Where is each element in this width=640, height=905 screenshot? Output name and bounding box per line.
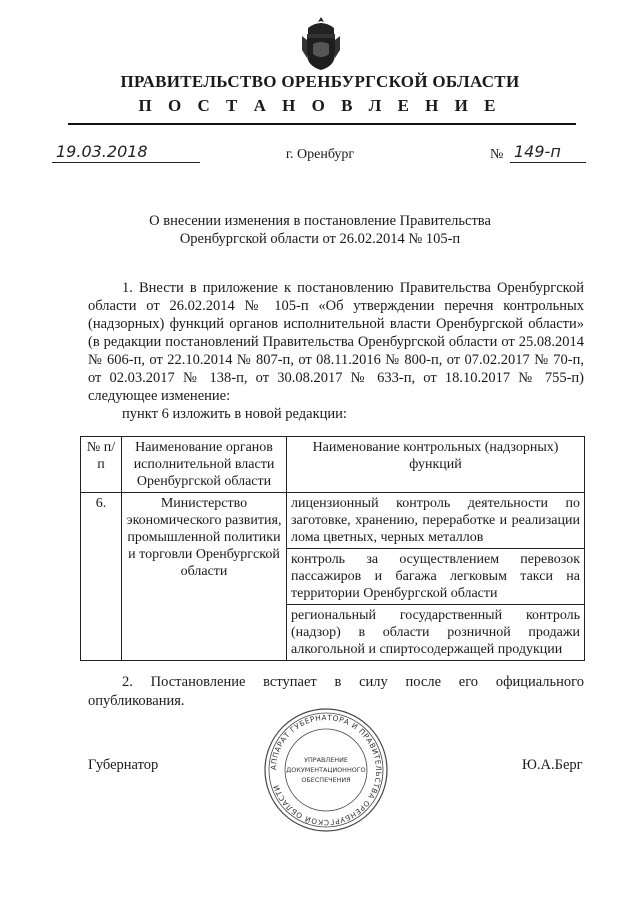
paragraph-2: 2. Постановление вступает в силу после его официального опубликования. xyxy=(88,674,584,709)
header-cell-organ: Наименование органов исполнительной власти Оренбургской области xyxy=(122,437,287,493)
header-divider xyxy=(68,123,576,125)
header-cell-num: № п/п xyxy=(81,437,122,493)
row-organ: Министерство экономического развития, промышленной политики и торговли Оренбургской области xyxy=(122,493,287,661)
document-type: П О С Т А Н О В Л Е Н И Е xyxy=(138,96,502,115)
functions-table xyxy=(80,436,585,661)
paragraph-1b: пункт 6 изложить в новой редакции: xyxy=(122,406,347,422)
decree-number: 149-п xyxy=(514,142,561,161)
function-3: региональный государственный контроль (надзор) в области розничной продажи алкогольной и спиртосодержащей продукции xyxy=(287,605,585,661)
table-row xyxy=(81,493,585,549)
official-stamp xyxy=(262,706,390,834)
government-title: ПРАВИТЕЛЬСТВО ОРЕНБУРГСКОЙ ОБЛАСТИ xyxy=(120,72,520,91)
paragraph-1: 1. Внести в приложение к постановлению Правительства Оренбургской области от 26.02.2014 № 105-п «Об утверждении перечня контрольных (надзорных) функций органов исполнительной власти Оренбургской области» (в редакции постановлений Правительства Оренбургской области от 25.08.2014 № 606-п, от 22.10.2014 № 807-п, от 08.11.2016 № 800-п, от 07.02.2017 № 70-п, от 02.03.2017 № 138-п, от 30.08.2017 № 633-п, от 18.10.2017 № 755-п) следующее изменение: xyxy=(88,280,584,404)
number-underline xyxy=(510,162,586,163)
signatory-name: Ю.А.Берг xyxy=(522,757,583,773)
table-header-row xyxy=(81,437,585,493)
decree-date: 19.03.2018 xyxy=(56,142,148,161)
stamp-line-3: ОБЕСПЕЧЕНИЯ xyxy=(301,776,351,784)
coat-of-arms-icon xyxy=(300,14,342,72)
subject-line-1: О внесении изменения в постановление Правительства xyxy=(149,213,491,229)
stamp-ring-text: АППАРАТ ГУБЕРНАТОРА И ПРАВИТЕЛЬСТВА ОРЕНБУРГСКОЙ ОБЛАСТИ xyxy=(268,712,384,828)
row-number: 6. xyxy=(81,493,122,661)
stamp-line-2: ДОКУМЕНТАЦИОННОГО xyxy=(286,766,366,774)
function-1: лицензионный контроль деятельности по заготовке, хранению, переработке и реализации лома цветных, черных металлов xyxy=(287,493,585,549)
function-2: контроль за осуществлением перевозок пассажиров и багажа легковым такси на территории Оренбургской области xyxy=(287,549,585,605)
city: г. Оренбург xyxy=(285,147,355,162)
number-label: № xyxy=(490,147,504,162)
stamp-line-1: УПРАВЛЕНИЕ xyxy=(304,756,348,764)
header-cell-functions: Наименование контрольных (надзорных) функций xyxy=(287,437,585,493)
signatory-title: Губернатор xyxy=(88,757,159,773)
subject-line-2: Оренбургской области от 26.02.2014 № 105-п xyxy=(179,231,461,247)
